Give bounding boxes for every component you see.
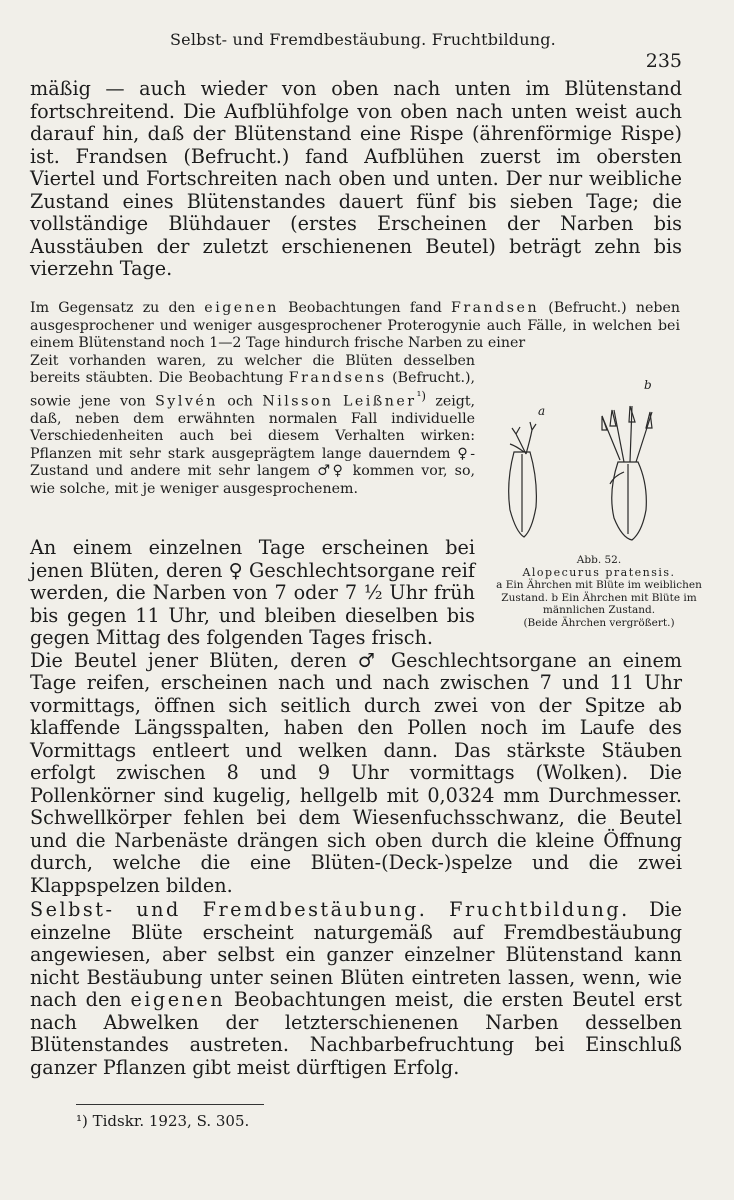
note-leissner: Leißner — [342, 393, 417, 410]
note-rest2: zeigt, daß, neben dem erwähnten normalen Fall individuelle Verschiedenheiten auch bei diesem Verhalten wirken: Pflanzen mit sehr stark ausgeprägtem lange dauerndem ♀-Zustand und andere mit sehr langem ♂♀ kommen vor, so, wie solche, mit je weniger ausgesprochenem. — [30, 393, 476, 497]
note-mid1: Beobachtungen fand — [288, 300, 442, 316]
paragraph-selbstbestaeubung — [30, 899, 682, 1079]
note-och: och — [227, 393, 253, 410]
note-lead: Im Gegensatz zu den — [30, 300, 196, 316]
figure-note: (Beide Ährchen vergrößert.) — [523, 616, 675, 629]
footnote: ¹) Tidskr. 1923, S. 305. — [76, 1112, 250, 1130]
figure-species: Alopecurus pratensis. — [522, 565, 676, 579]
note-nilsson: Nilsson — [262, 393, 334, 410]
note-line-befr: (Befrucht.), sowie jene von — [30, 370, 476, 410]
spikelet-a-illustration — [509, 422, 537, 537]
note-eigenen: eigenen — [204, 300, 279, 316]
selbst-eigenen: eigenen — [130, 988, 226, 1011]
note-footnote-ref: ¹) — [416, 388, 426, 403]
note-frandsens: Frandsens — [288, 370, 387, 386]
note-wrapped-block — [30, 353, 475, 499]
footnote-rule — [76, 1104, 264, 1105]
note-sylven: Sylvén — [155, 393, 218, 410]
selbst-text1: Die einzelne Blüte erscheint naturgemäß auf Fremdbestäubung angewiesen, aber selbst ein ganzer einzelner Blütenstand kann nicht Bestäubung unter seinen Blüten eintreten lassen, wenn, wie nach den — [30, 898, 682, 1011]
spikelet-b-illustration — [602, 406, 652, 540]
running-head: Selbst- und Fremdbestäubung. Fruchtbildung. — [170, 30, 556, 49]
paragraph-bluehfolge: mäßig — auch wieder von oben nach unten im Blütenstand fortschreitend. Die Aufblühfolge von oben nach unten weist auch darauf hin, daß der Blütenstand eine Rispe (ährenförmige Rispe) ist. Frandsen (Befrucht.) fand Aufblühen zuerst im obersten Viertel und Fortschreiten nach oben und unten. Der nur weibliche Zustand eines Blütenstandes dauert fünf bis sieben Tage; die vollständige Blühdauer (erstes Erscheinen der Narben bis Ausstäuben der zuletzt erschienenen Beutel) beträgt zehn bis vierzehn Tage. — [30, 77, 682, 280]
paragraph-bluehzeiten — [30, 537, 682, 897]
paragraph-bluehzeiten-narrow: An einem einzelnen Tage erscheinen bei jenen Blüten, deren ♀ Geschlechtsorgane reif werden, die Narben von 7 oder 7 ½ Uhr früh bis gegen 11 Uhr, und bleiben dieselben bis gegen Mittag des folgenden Tages frisch. — [30, 536, 475, 649]
figure-description: a Ein Ährchen mit Blüte im weiblichen Zustand. b Ein Ährchen mit Blüte im männlichen Zustand. — [496, 579, 702, 616]
paragraph-bluehzeiten-full: Die Beutel jener Blüten, deren ♂ Geschlechtsorgane an einem Tage reifen, erscheinen nach und nach zwischen 7 und 11 Uhr vormittags, öffnen sich seitlich durch zwei von der Spitze ab klaffende Längsspalten, haben den Pollen noch im Laufe des Vormittags entleert und welken dann. Das stärkste Stäuben erfolgt zwischen 8 und 9 Uhr vormittags (Wolken). Die Pollenkörner sind kugelig, hellgelb mit 0,0324 mm Durchmesser. Schwellkörper fehlen bei dem Wiesenfuchsschwanz, die Beutel und die Narbenäste drängen sich oben durch die kleine Öffnung durch, welche die eine Blüten-(Deck-)spelze und die zwei Klappspelzen bilden. — [30, 648, 682, 897]
note-rest1: (Befrucht.) neben ausgesprochener und weniger ausgesprochener Proterogynie auch Fälle, in welchen bei einem Blütenstand noch 1—2 Tage hindurch frische Narben zu einer — [30, 300, 680, 351]
page-number: 235 — [645, 50, 682, 72]
figure-number: Abb. 52. — [576, 554, 622, 566]
note-line-zeit: Zeit vorhanden waren, zu welcher die Blüten desselben bereits stäubten. Die Beobachtung — [30, 352, 475, 386]
spikelet-drawings — [486, 392, 712, 552]
note-frandsen: Frandsen — [450, 300, 540, 316]
selbst-text2: Beobachtungen meist, die ersten Beutel erst nach Abwelken der letzterschienenen Narben desselben Blütenstandes austreten. Nachbarbefruchtung bei Einschluß ganzer Pflanzen gibt meist dürftigen Erfolg. — [30, 988, 682, 1079]
figure-label-b: b — [644, 378, 652, 392]
section-heading-selbst: Selbst- und Fremdbestäubung. Fruchtbildung. — [30, 898, 630, 921]
figure-label-a: a — [538, 404, 546, 418]
